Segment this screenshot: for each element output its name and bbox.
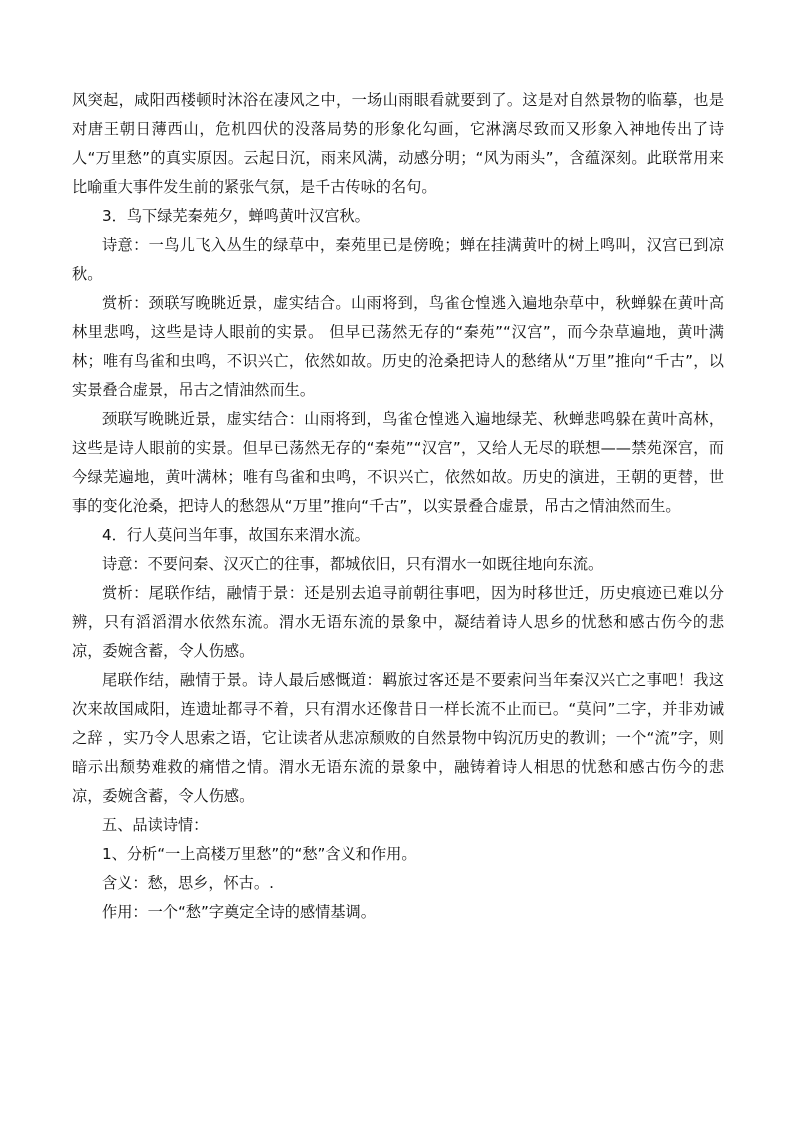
paragraph-appreciation-4: 赏析：尾联作结，融情于景：还是别去追寻前朝往事吧，因为时移世迁，历史痕迹已难以分辨，只有滔滔渭水依然东流。渭水无语东流的景象中，凝结着诗人思乡的忧愁和感古伤今的悲凉，委婉含蓄，令人伤感。	[72, 584, 724, 660]
section-heading-5: 五、品读诗情：	[102, 816, 209, 834]
paragraph-appreciation-3-alt: 颈联写晚眺近景，虚实结合：山雨将到，鸟雀仓惶逃入遍地绿芜、秋蝉悲鸣躲在黄叶高林，这些是诗人眼前的实景。但早已荡然无存的“秦苑”“汉宫”，又给人无尽的联想——禁苑深宫，而今绿芜遍地，黄叶满林；唯有鸟雀和虫鸣，不识兴亡，依然如故。历史的演进，王朝的更替，世事的变化沧桑，把诗人的愁怨从“万里”推向“千古”，以实景叠合虚景，吊古之情油然而生。	[72, 410, 724, 515]
paragraph-appreciation-4-alt: 尾联作结，融情于景。诗人最后感慨道：羁旅过客还是不要索问当年秦汉兴亡之事吧！我这次来故国咸阳，连遗址都寻不着，只有渭水还像昔日一样长流不止而已。“莫问”二字，并非劝诫之辞 ，实乃令人思索之语，它让读者从悲凉颓败的自然景物中钩沉历史的教训；一个“流”字，则暗示出颓势难救的痛惜之情。渭水无语东流的景象中，融铸着诗人相思的忧愁和感古伤今的悲凉，委婉含蓄，令人伤感。	[72, 671, 724, 805]
document-page	[72, 86, 724, 927]
paragraph-appreciation-3: 赏析：颈联写晚眺近景，虚实结合。山雨将到，鸟雀仓惶逃入遍地杂草中，秋蝉躲在黄叶高林里悲鸣，这些是诗人眼前的实景。 但早已荡然无存的“秦苑”“汉宫”，而今杂草遍地，黄叶满林；唯有鸟雀和虫鸣，不识兴亡，依然如故。历史的沧桑把诗人的愁绪从“万里”推向“千古”，以实景叠合虚景，吊古之情油然而生。	[72, 294, 724, 399]
paragraph-meaning-3: 诗意：一鸟儿飞入丛生的绿草中，秦苑里已是傍晚；蝉在挂满黄叶的树上鸣叫，汉宫已到凉秋。	[72, 236, 724, 283]
paragraph-analysis-continued: 风突起，咸阳西楼顿时沐浴在凄风之中，一场山雨眼看就要到了。这是对自然景物的临摹，也是对唐王朝日薄西山，危机四伏的没落局势的形象化勾画，它淋漓尽致而又形象入神地传出了诗人“万里愁”的真实原因。云起日沉，雨来风满，动感分明；“风为雨头”，含蕴深刻。此联常用来比喻重大事件发生前的紧张气氛，是千古传咏的名句。	[72, 91, 724, 196]
answer-function: 作用：一个“愁”字奠定全诗的感情基调。	[102, 903, 376, 921]
answer-meaning: 含义：愁，思乡，怀古。.	[102, 874, 274, 892]
heading-line-4: 4．行人莫问当年事，故国东来渭水流。	[102, 526, 370, 544]
heading-line-3: 3．鸟下绿芜秦苑夕，蝉鸣黄叶汉宫秋。	[102, 207, 370, 225]
paragraph-meaning-4: 诗意：不要问秦、汉灭亡的往事，都城依旧，只有渭水一如既往地向东流。	[102, 555, 604, 573]
question-1: 1、分析“一上高楼万里愁”的“愁”含义和作用。	[102, 845, 417, 863]
